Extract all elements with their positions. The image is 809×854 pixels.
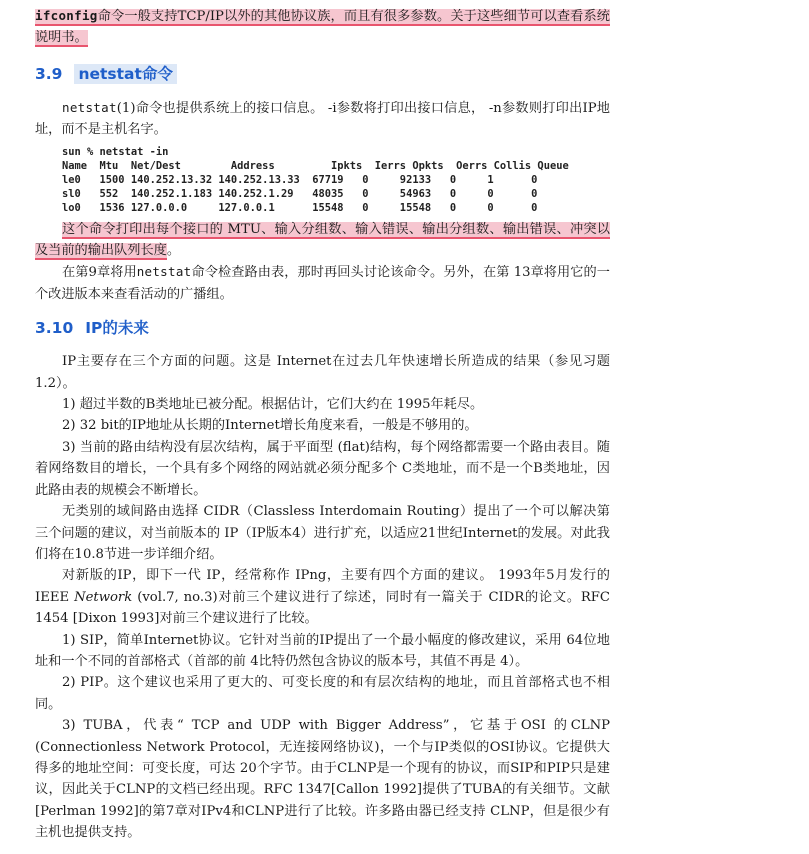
section-number: 3.9 (35, 64, 63, 83)
code-prompt: sun % (62, 145, 100, 158)
intro-paragraph (35, 5, 610, 49)
ipng-paragraph (35, 565, 610, 629)
section-heading-3-9 (35, 63, 610, 85)
chapter-ref-text-b: 命令检查路由表，那时再回头讨论该命令。另外，在第 13章将用它的一个改进版本来查看活动的广播组。 (35, 265, 610, 302)
ip-future-body (35, 351, 610, 843)
ipng-text-a: 对新版的IP，即下一代 IP，经常称作 IPng，主要有四个方面的建议。 1993年5月发行的IEEE (35, 568, 610, 605)
code-row: lo0 1536 127.0.0.0 127.0.0.1 15548 0 15548 0 0 0 (62, 201, 538, 214)
section-title: netstat命令 (74, 64, 176, 84)
netstat-paragraph (35, 97, 610, 141)
chapter-ref-text-a: 在第9章将用 (62, 265, 137, 281)
netstat-summary-paragraph (35, 219, 610, 262)
body-paragraph: 1) 超过半数的B类地址已被分配。根据估计，它们大约在 1995年耗尽。 (62, 397, 484, 413)
code-header-row: Name Mtu Net/Dest Address Ipkts Ierrs Opkts Oerrs Collis Queue (62, 159, 569, 172)
summary-tail: 。 (166, 243, 181, 259)
netstat-text: (1)命令也提供系统上的接口信息。 -i参数将打印出接口信息， -n参数则打印出IP地址，而不是主机名字。 (35, 100, 610, 138)
intro-text: 命令一般支持TCP/IP以外的其他协议族，而且有很多参数。关于这些细节可以查看系统说明书。 (35, 9, 610, 46)
proposal-paragraph: 2) PIP。这个建议也采用了更大的、可变长度的和有层次结构的地址，而且首部格式也不相同。 (35, 675, 610, 712)
highlighted-summary: 这个命令打印出每个接口的 MTU、输入分组数、输入错误、输出分组数、输出错误、冲突以及当前的输出队列长度 (35, 221, 610, 259)
ifconfig-code: ifconfig (35, 8, 98, 23)
body-paragraph: 2) 32 bit的IP地址从长期的Internet增长角度来看，一般是不够用的。 (62, 418, 478, 434)
code-row: le0 1500 140.252.13.32 140.252.13.33 67719 0 92133 0 1 0 (62, 173, 538, 186)
body-paragraph: 无类别的域间路由选择 CIDR（Classless Interdomain Routing）提出了一个可以解决第三个问题的建议，对当前版本的 IP（IP版本4）进行扩充，以适应21世纪Internet的发展。对此我们将在10.8节进一步详细介绍。 (35, 504, 610, 562)
document-page (35, 0, 610, 844)
netstat-code-inline: netstat (136, 264, 192, 280)
ipng-text-b: (vol.7, no.3)对前三个建议进行了综述，同时有一篇关于 CIDR的论文。RFC 1454 [Dixon 1993]对前三个建议进行了比较。 (35, 589, 611, 627)
netstat-output-block (62, 145, 610, 215)
body-paragraph: IP主要存在三个方面的问题。这是 Internet在过去几年快速增长所造成的结果（参见习题1.2）。 (35, 354, 610, 391)
journal-name: Network (74, 589, 133, 605)
chapter-ref-paragraph (35, 261, 610, 305)
proposal-paragraph: 1) SIP，简单Internet协议。它针对当前的IP提出了一个最小幅度的修改建议，采用 64位地址和一个不同的首部格式（首部的前 4比特仍然包含协议的版本号，其值不再是 4）。 (35, 632, 610, 669)
body-paragraph: 3) 当前的路由结构没有层次结构，属于平面型 (flat)结构，每个网络都需要一个路由表目。随着网络数目的增长，一个具有多个网络的网站就必须分配多个 C类地址，而不是一个B类地址，因此路由表的规模会不断增长。 (35, 439, 610, 498)
proposal-paragraph: 3) TUBA，代表“ TCP and UDP with Bigger Address”，它基于OSI 的CLNP (Connectionless Network Protocol，无连接网络协议)，一个与IP类似的OSI协议。它提供大得多的地址空间：可变长度，可达 20个字节。由于CLNP是一个现有的协议，而SIP和PIP只是建议，因此关于CLNP的文档已经出现。RFC 1347[Callon 1992]提供了TUBA的有关细节。文献 [Perlman 1992]的第7章对IPv4和CLNP进行了比较。许多路由器已经支持 CLNP，但是很少有主机也提供支持。 (35, 718, 610, 841)
section-heading-3-10 (35, 317, 610, 339)
code-row: sl0 552 140.252.1.183 140.252.1.29 48035 0 54963 0 0 0 (62, 187, 538, 200)
netstat-code: netstat (62, 99, 117, 115)
code-command: netstat -in (99, 145, 169, 158)
section-title: IP的未来 (85, 319, 149, 338)
section-number: 3.10 (35, 319, 74, 338)
